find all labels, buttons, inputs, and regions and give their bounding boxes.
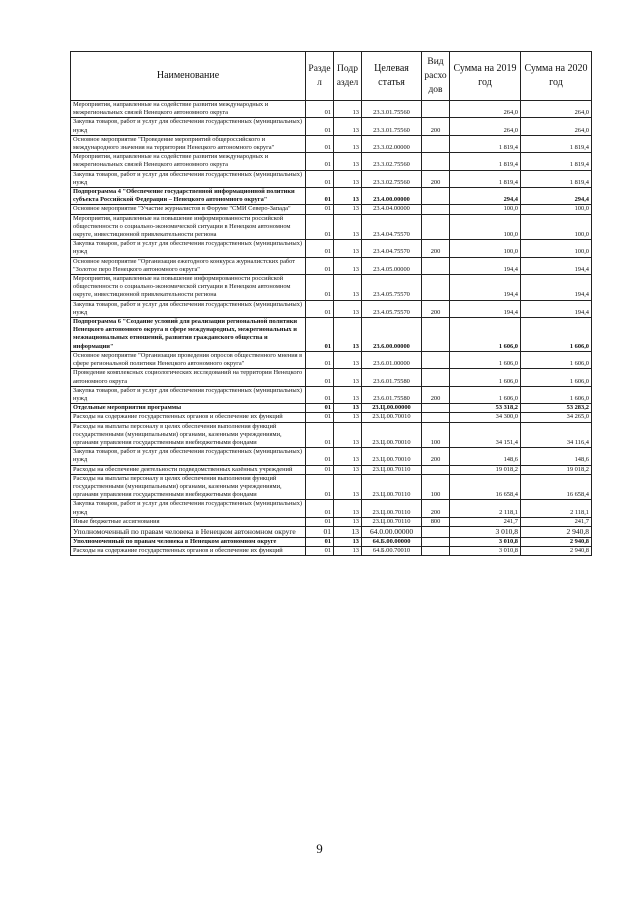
cell-section: 01 [306, 153, 334, 170]
cell-section: 01 [306, 517, 334, 526]
cell-name: Уполномоченный по правам человека в Ненецком автономном округе [71, 526, 306, 537]
cell-section: 01 [306, 135, 334, 152]
table-row [71, 500, 592, 517]
cell-section: 01 [306, 465, 334, 474]
cell-subsection: 13 [334, 369, 362, 386]
cell-section: 01 [306, 275, 334, 301]
cell-expense-type [422, 214, 450, 240]
cell-target-article: 23.3.02.75560 [362, 170, 422, 187]
header-expense-type: Вид расхо дов [422, 52, 450, 101]
cell-expense-type: 200 [422, 448, 450, 465]
cell-expense-type [422, 188, 450, 205]
cell-section: 01 [306, 537, 334, 546]
cell-section: 01 [306, 526, 334, 537]
cell-subsection: 13 [334, 500, 362, 517]
table-row [71, 118, 592, 135]
cell-expense-type [422, 257, 450, 274]
cell-subsection: 13 [334, 413, 362, 422]
cell-sum-2019: 1 819,4 [450, 135, 521, 152]
cell-section: 01 [306, 214, 334, 240]
cell-sum-2019: 100,0 [450, 205, 521, 214]
cell-sum-2020: 1 819,4 [521, 153, 592, 170]
cell-sum-2019: 194,4 [450, 275, 521, 301]
cell-name: Основное мероприятие "Организация ежегодного конкурса журналистских работ "Золотое перо Ненецкого автономного округа" [71, 257, 306, 274]
cell-name: Закупка товаров, работ и услуг для обеспечения государственных (муниципальных) нужд [71, 500, 306, 517]
table-row [71, 240, 592, 257]
cell-sum-2020: 2 940,8 [521, 537, 592, 546]
cell-section: 01 [306, 118, 334, 135]
cell-name: Расходы на выплаты персоналу в целях обеспечения выполнения функций государственными (муниципальными) органами, казенными учреждениями, органами управления государственными внебюджетными фондами [71, 422, 306, 448]
cell-subsection: 13 [334, 118, 362, 135]
cell-sum-2020: 2 940,8 [521, 547, 592, 556]
cell-sum-2019: 3 010,8 [450, 537, 521, 546]
table-row [71, 526, 592, 537]
cell-sum-2019: 34 300,0 [450, 413, 521, 422]
cell-name: Основное мероприятие "Организация проведения опросов общественного мнения в сфере региональной политики Ненецкого автономного округа" [71, 351, 306, 368]
cell-sum-2020: 241,7 [521, 517, 592, 526]
cell-section: 01 [306, 413, 334, 422]
cell-sum-2020: 100,0 [521, 205, 592, 214]
cell-expense-type: 200 [422, 118, 450, 135]
cell-sum-2019: 148,6 [450, 448, 521, 465]
cell-section: 01 [306, 188, 334, 205]
cell-target-article: 23.4.04.75570 [362, 214, 422, 240]
cell-target-article: 23.4.04.00000 [362, 205, 422, 214]
cell-target-article: 23.4.00.00000 [362, 188, 422, 205]
cell-subsection: 13 [334, 517, 362, 526]
cell-section: 01 [306, 369, 334, 386]
table-header-row [71, 52, 592, 101]
cell-section: 01 [306, 500, 334, 517]
table-body [71, 101, 592, 556]
cell-sum-2019: 1 606,0 [450, 351, 521, 368]
cell-expense-type [422, 537, 450, 546]
table-row [71, 214, 592, 240]
cell-expense-type: 800 [422, 517, 450, 526]
cell-expense-type [422, 275, 450, 301]
cell-sum-2019: 294,4 [450, 188, 521, 205]
cell-sum-2020: 19 018,2 [521, 465, 592, 474]
cell-sum-2020: 1 819,4 [521, 170, 592, 187]
cell-expense-type: 200 [422, 500, 450, 517]
cell-target-article: 23.Ц.00.70010 [362, 413, 422, 422]
table-row [71, 474, 592, 500]
table-row [71, 300, 592, 317]
cell-target-article: 23.4.05.00000 [362, 257, 422, 274]
table-row [71, 318, 592, 352]
cell-sum-2019: 100,0 [450, 214, 521, 240]
cell-name: Расходы на обеспечение деятельности подведомственных казённых учреждений [71, 465, 306, 474]
budget-table [70, 51, 592, 556]
cell-expense-type: 200 [422, 300, 450, 317]
table-row [71, 448, 592, 465]
cell-section: 01 [306, 318, 334, 352]
cell-expense-type: 200 [422, 170, 450, 187]
header-section: Разде л [306, 52, 334, 101]
cell-subsection: 13 [334, 205, 362, 214]
cell-sum-2020: 264,0 [521, 101, 592, 118]
cell-subsection: 13 [334, 526, 362, 537]
cell-sum-2020: 16 658,4 [521, 474, 592, 500]
cell-expense-type: 100 [422, 422, 450, 448]
cell-sum-2020: 1 606,0 [521, 369, 592, 386]
cell-target-article: 23.4.04.75570 [362, 240, 422, 257]
table-row [71, 413, 592, 422]
cell-sum-2019: 1 819,4 [450, 170, 521, 187]
cell-subsection: 13 [334, 257, 362, 274]
cell-name: Мероприятия, направленные на содействие развития международных и межрегиональных связей Ненецкого автономного округа [71, 153, 306, 170]
cell-target-article: 23.Ц.00.70110 [362, 465, 422, 474]
cell-subsection: 13 [334, 240, 362, 257]
cell-sum-2020: 194,4 [521, 300, 592, 317]
cell-section: 01 [306, 240, 334, 257]
cell-sum-2020: 100,0 [521, 214, 592, 240]
cell-sum-2019: 264,0 [450, 118, 521, 135]
cell-target-article: 23.Ц.00.70110 [362, 500, 422, 517]
cell-expense-type [422, 404, 450, 413]
cell-expense-type [422, 101, 450, 118]
cell-sum-2019: 16 658,4 [450, 474, 521, 500]
cell-target-article: 23.3.01.75560 [362, 101, 422, 118]
cell-name: Расходы на выплаты персоналу в целях обеспечения выполнения функций государственными (муниципальными) органами, казенными учреждениями, органами управления государственными внебюджетными фондами [71, 474, 306, 500]
cell-target-article: 64.0.00.00000 [362, 526, 422, 537]
cell-target-article: 23.4.05.75570 [362, 275, 422, 301]
cell-section: 01 [306, 547, 334, 556]
cell-target-article: 23.6.01.75580 [362, 369, 422, 386]
cell-sum-2020: 2 940,8 [521, 526, 592, 537]
cell-name: Закупка товаров, работ и услуг для обеспечения государственных (муниципальных) нужд [71, 170, 306, 187]
cell-section: 01 [306, 257, 334, 274]
cell-sum-2019: 34 151,4 [450, 422, 521, 448]
cell-name: Иные бюджетные ассигнования [71, 517, 306, 526]
cell-section: 01 [306, 448, 334, 465]
table-row [71, 465, 592, 474]
cell-name: Мероприятия, направленные на содействие развития международных и межрегиональных связей Ненецкого автономного округа [71, 101, 306, 118]
cell-subsection: 13 [334, 101, 362, 118]
table-row [71, 547, 592, 556]
cell-expense-type: 200 [422, 240, 450, 257]
table-row [71, 101, 592, 118]
cell-sum-2020: 1 606,0 [521, 318, 592, 352]
cell-subsection: 13 [334, 547, 362, 556]
cell-name: Расходы на содержание государственных органов и обеспечение их функций [71, 413, 306, 422]
cell-subsection: 13 [334, 170, 362, 187]
table-row [71, 153, 592, 170]
header-subsection: Подр аздел [334, 52, 362, 101]
cell-name: Отдельные мероприятия программы [71, 404, 306, 413]
cell-expense-type [422, 351, 450, 368]
cell-name: Подпрограмма 6 "Создание условий для реализации региональной политики Ненецкого автономного округа в сфере международных, межрегиональных и межнациональных отношений, развития гражданского общества и информации" [71, 318, 306, 352]
cell-subsection: 13 [334, 537, 362, 546]
cell-target-article: 23.Ц.00.70110 [362, 517, 422, 526]
cell-sum-2020: 264,0 [521, 118, 592, 135]
cell-name: Мероприятия, направленные на повышение информированности российской общественности о социально-экономической ситуации в Ненецком автономном округе, инвестиционной привлекательности региона [71, 214, 306, 240]
cell-sum-2019: 1 606,0 [450, 318, 521, 352]
table-row [71, 170, 592, 187]
cell-sum-2019: 2 118,1 [450, 500, 521, 517]
cell-target-article: 23.6.01.75580 [362, 386, 422, 403]
cell-section: 01 [306, 205, 334, 214]
table-row [71, 135, 592, 152]
cell-sum-2019: 100,0 [450, 240, 521, 257]
cell-target-article: 64.Б.00.70010 [362, 547, 422, 556]
cell-target-article: 23.Ц.00.70010 [362, 422, 422, 448]
cell-sum-2019: 241,7 [450, 517, 521, 526]
cell-sum-2019: 194,4 [450, 257, 521, 274]
cell-target-article: 23.3.02.00000 [362, 135, 422, 152]
cell-expense-type [422, 465, 450, 474]
page-number: 9 [316, 841, 323, 856]
cell-subsection: 13 [334, 300, 362, 317]
cell-section: 01 [306, 422, 334, 448]
cell-sum-2020: 1 606,0 [521, 351, 592, 368]
cell-sum-2019: 3 010,8 [450, 526, 521, 537]
cell-subsection: 13 [334, 474, 362, 500]
table-row [71, 386, 592, 403]
cell-section: 01 [306, 300, 334, 317]
cell-section: 01 [306, 404, 334, 413]
cell-target-article: 23.3.01.75560 [362, 118, 422, 135]
cell-target-article: 23.4.05.75570 [362, 300, 422, 317]
cell-target-article: 23.6.01.00000 [362, 351, 422, 368]
cell-sum-2019: 53 318,2 [450, 404, 521, 413]
table-row [71, 188, 592, 205]
cell-sum-2020: 294,4 [521, 188, 592, 205]
table-row [71, 537, 592, 546]
cell-expense-type [422, 318, 450, 352]
table-row [71, 369, 592, 386]
table-row [71, 257, 592, 274]
cell-expense-type [422, 413, 450, 422]
cell-subsection: 13 [334, 188, 362, 205]
cell-subsection: 13 [334, 135, 362, 152]
header-sum-2020: Сумма на 2020 год [521, 52, 592, 101]
cell-expense-type [422, 153, 450, 170]
cell-subsection: 13 [334, 351, 362, 368]
cell-sum-2019: 1 819,4 [450, 153, 521, 170]
cell-name: Закупка товаров, работ и услуг для обеспечения государственных (муниципальных) нужд [71, 118, 306, 135]
cell-name: Уполномоченный по правам человека в Ненецком автономном округе [71, 537, 306, 546]
cell-expense-type [422, 135, 450, 152]
cell-name: Основное мероприятие "Участие журналистов в Форуме "СМИ Северо-Запада" [71, 205, 306, 214]
cell-sum-2020: 194,4 [521, 275, 592, 301]
cell-target-article: 23.Ц.00.70010 [362, 448, 422, 465]
cell-name: Основное мероприятие "Проведение мероприятий общероссийского и международного значения на территории Ненецкого автономного округа" [71, 135, 306, 152]
table-row [71, 404, 592, 413]
cell-name: Закупка товаров, работ и услуг для обеспечения государственных (муниципальных) нужд [71, 240, 306, 257]
cell-target-article: 23.3.02.75560 [362, 153, 422, 170]
cell-subsection: 13 [334, 318, 362, 352]
cell-sum-2019: 3 010,8 [450, 547, 521, 556]
cell-name: Мероприятия, направленные на повышение информированности российской общественности о социально-экономической ситуации в Ненецком автономном округе, инвестиционной привлекательности региона [71, 275, 306, 301]
cell-sum-2019: 19 018,2 [450, 465, 521, 474]
cell-expense-type: 200 [422, 386, 450, 403]
cell-name: Закупка товаров, работ и услуг для обеспечения государственных (муниципальных) нужд [71, 300, 306, 317]
cell-expense-type: 100 [422, 474, 450, 500]
cell-sum-2020: 194,4 [521, 257, 592, 274]
cell-name: Подпрограмма 4 "Обеспечение государственной информационной политики субъекта Российской Федерации – Ненецкого автономного округа" [71, 188, 306, 205]
cell-subsection: 13 [334, 422, 362, 448]
cell-expense-type [422, 526, 450, 537]
cell-sum-2020: 34 116,4 [521, 422, 592, 448]
cell-sum-2019: 264,0 [450, 101, 521, 118]
table-row [71, 275, 592, 301]
cell-target-article: 64.Б.00.00000 [362, 537, 422, 546]
cell-sum-2020: 2 118,1 [521, 500, 592, 517]
cell-sum-2020: 53 283,2 [521, 404, 592, 413]
cell-sum-2019: 1 606,0 [450, 386, 521, 403]
cell-subsection: 13 [334, 404, 362, 413]
cell-sum-2020: 34 265,0 [521, 413, 592, 422]
cell-sum-2020: 1 819,4 [521, 135, 592, 152]
cell-subsection: 13 [334, 153, 362, 170]
header-article: Целевая статья [362, 52, 422, 101]
cell-target-article: 23.Ц.00.00000 [362, 404, 422, 413]
cell-name: Закупка товаров, работ и услуг для обеспечения государственных (муниципальных) нужд [71, 386, 306, 403]
header-name: Наименование [71, 52, 306, 101]
cell-name: Проведение комплексных социологических исследований на территории Ненецкого автономного округа [71, 369, 306, 386]
table-row [71, 422, 592, 448]
cell-section: 01 [306, 170, 334, 187]
cell-name: Расходы на содержание государственных органов и обеспечение их функций [71, 547, 306, 556]
table-row [71, 517, 592, 526]
cell-sum-2020: 100,0 [521, 240, 592, 257]
cell-target-article: 23.Ц.00.70110 [362, 474, 422, 500]
table-row [71, 351, 592, 368]
cell-subsection: 13 [334, 386, 362, 403]
table-row [71, 205, 592, 214]
cell-section: 01 [306, 474, 334, 500]
cell-subsection: 13 [334, 448, 362, 465]
cell-subsection: 13 [334, 214, 362, 240]
cell-section: 01 [306, 351, 334, 368]
cell-name: Закупка товаров, работ и услуг для обеспечения государственных (муниципальных) нужд [71, 448, 306, 465]
cell-target-article: 23.6.00.00000 [362, 318, 422, 352]
cell-expense-type [422, 369, 450, 386]
cell-subsection: 13 [334, 465, 362, 474]
cell-expense-type [422, 547, 450, 556]
cell-sum-2020: 148,6 [521, 448, 592, 465]
cell-sum-2020: 1 606,0 [521, 386, 592, 403]
cell-sum-2019: 1 606,0 [450, 369, 521, 386]
cell-expense-type [422, 205, 450, 214]
cell-subsection: 13 [334, 275, 362, 301]
cell-sum-2019: 194,4 [450, 300, 521, 317]
header-sum-2019: Сумма на 2019 год [450, 52, 521, 101]
cell-section: 01 [306, 101, 334, 118]
cell-section: 01 [306, 386, 334, 403]
